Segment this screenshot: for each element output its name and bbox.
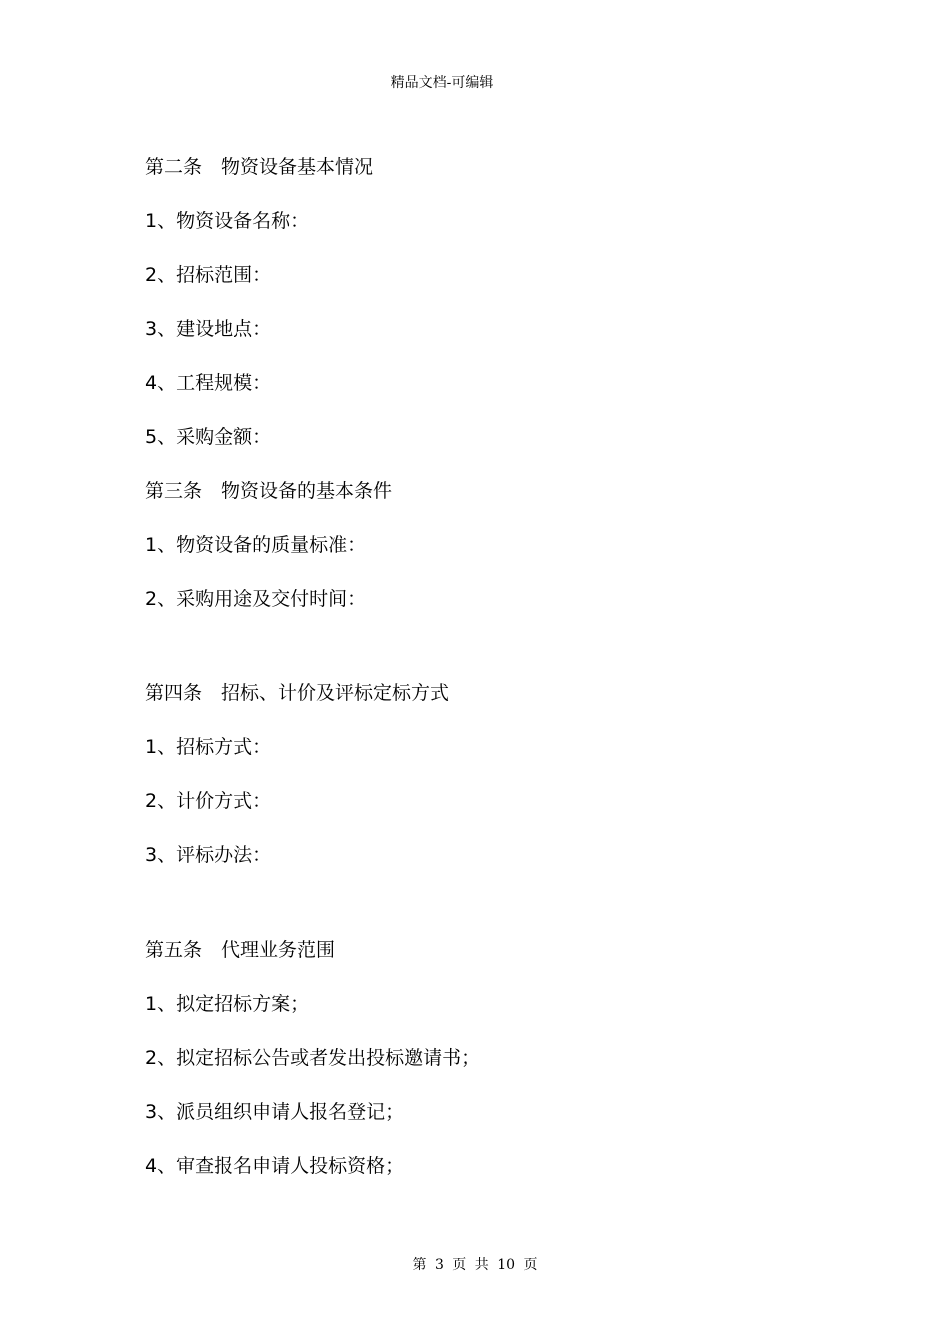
list-item: 2、采购用途及交付时间： — [145, 588, 367, 610]
article-4-heading: 第四条 招标、计价及评标定标方式 — [145, 682, 450, 704]
page-header: 精品文档-可编辑 — [390, 75, 494, 91]
list-item: 2、招标范围： — [145, 264, 272, 286]
article-3-heading: 第三条 物资设备的基本条件 — [145, 480, 393, 502]
article-2-heading: 第二条 物资设备基本情况 — [145, 156, 374, 178]
list-item: 2、计价方式： — [145, 790, 272, 812]
article-5-heading: 第五条 代理业务范围 — [145, 939, 336, 961]
page-footer: 第 3 页 共 10 页 — [412, 1257, 538, 1273]
list-item: 2、拟定招标公告或者发出投标邀请书； — [145, 1047, 481, 1069]
list-item: 4、工程规模： — [145, 372, 272, 394]
list-item: 1、拟定招标方案； — [145, 993, 310, 1015]
list-item: 5、采购金额： — [145, 426, 272, 448]
list-item: 1、招标方式： — [145, 736, 272, 758]
list-item: 1、物资设备的质量标准： — [145, 534, 367, 556]
list-item: 4、审查报名申请人投标资格； — [145, 1155, 405, 1177]
list-item: 3、评标办法： — [145, 844, 272, 866]
list-item: 3、建设地点： — [145, 318, 272, 340]
list-item: 1、物资设备名称： — [145, 210, 310, 232]
list-item: 3、派员组织申请人报名登记； — [145, 1101, 405, 1123]
